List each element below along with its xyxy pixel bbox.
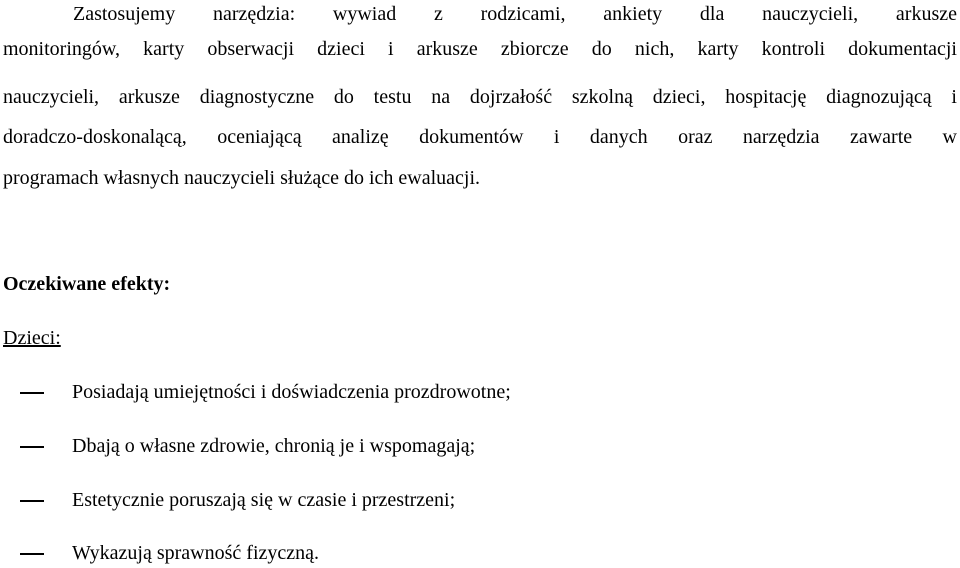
list-item-text: Estetycznie poruszają się w czasie i przestrzeni;	[72, 489, 456, 511]
section-heading: Oczekiwane efekty:	[3, 273, 171, 295]
dash-bullet-icon	[20, 553, 44, 555]
list-item	[0, 380, 900, 404]
paragraph-line-4: doradczo-doskonalącą, oceniającą analizę dokumentów i danych oraz narzędzia zawarte w	[3, 126, 957, 148]
list-item-text: Posiadają umiejętności i doświadczenia prozdrowotne;	[72, 381, 511, 403]
dash-bullet-icon	[20, 446, 44, 448]
section-subheading: Dzieci:	[3, 327, 61, 349]
paragraph-line-5: programach własnych nauczycieli służące do ich ewaluacji.	[3, 167, 481, 189]
list-item	[0, 541, 900, 565]
dash-bullet-icon	[20, 500, 44, 502]
paragraph-line-3: nauczycieli, arkusze diagnostyczne do testu na dojrzałość szkolną dzieci, hospitację diagnozującą i	[3, 86, 957, 108]
paragraph-line-2: monitoringów, karty obserwacji dzieci i arkusze zbiorcze do nich, karty kontroli dokumentacji	[3, 38, 957, 60]
list-item	[0, 488, 900, 512]
paragraph-line-1: Zastosujemy narzędzia: wywiad z rodzicami, ankiety dla nauczycieli, arkusze	[73, 3, 957, 25]
dash-bullet-icon	[20, 392, 44, 394]
list-item	[0, 434, 900, 458]
list-item-text: Wykazują sprawność fizyczną.	[72, 542, 320, 564]
list-item-text: Dbają o własne zdrowie, chronią je i wspomagają;	[72, 435, 476, 457]
